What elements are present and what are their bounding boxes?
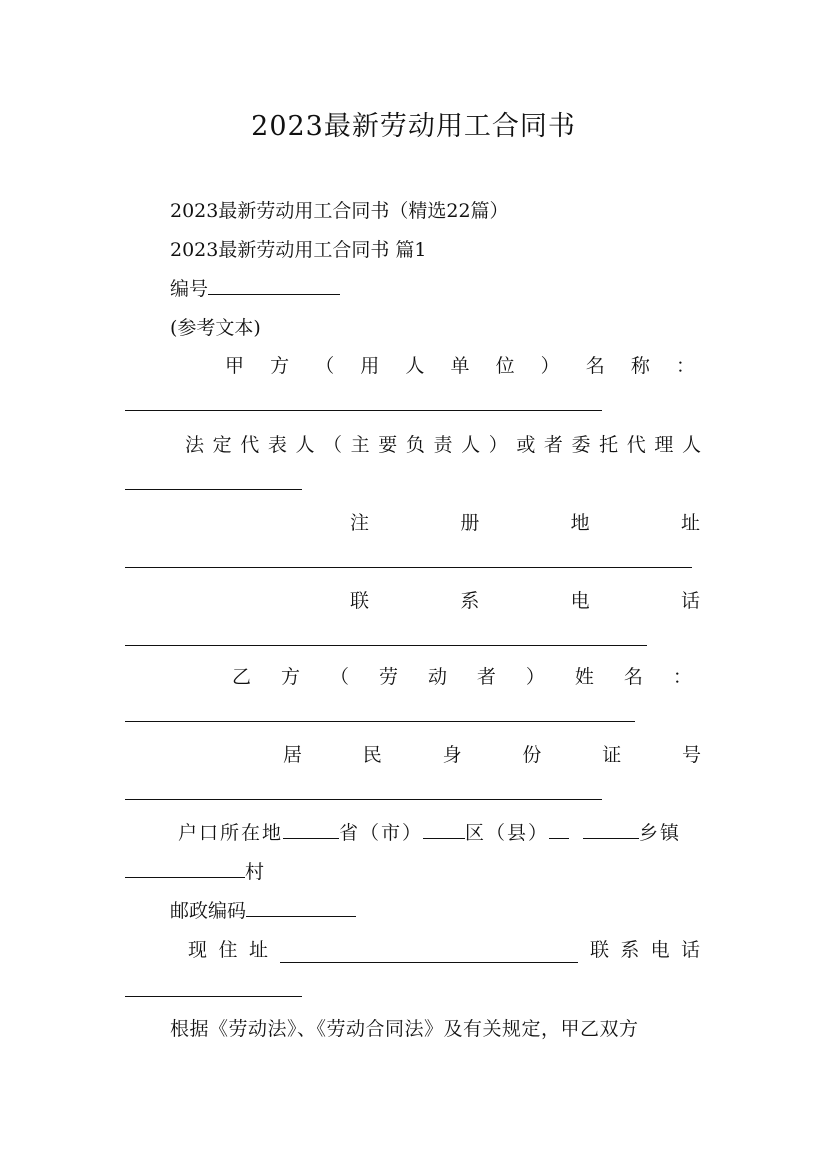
residence-village-field[interactable] (125, 859, 245, 878)
number-label: 编号 (170, 278, 209, 300)
party-a-rep-label: 法 定 代 表 人 （ 主 要 负 责 人 ） 或 者 委 托 代 理 人 (185, 434, 701, 456)
party-b-name-label: 乙 方 （ 劳 动 者 ） 姓 名 ： (232, 666, 692, 688)
residence-village-row (125, 859, 264, 885)
party-b-id-field[interactable] (125, 799, 602, 800)
party-a-rep-field[interactable] (125, 489, 302, 490)
section-line: 2023最新劳动用工合同书 篇1 (170, 239, 427, 261)
postal-row (170, 898, 356, 924)
residence-prefix: 户口所在地 (178, 822, 284, 844)
residence-town-field[interactable] (583, 820, 639, 839)
residence-province-field[interactable] (283, 820, 339, 839)
residence-county-field[interactable] (549, 820, 569, 839)
residence-village-label: 村 (245, 861, 265, 883)
number-field[interactable] (208, 276, 340, 295)
residence-province-label: 省（市） (339, 822, 424, 844)
document-title: 2023最新劳动用工合同书 (251, 111, 576, 142)
residence-row (178, 820, 681, 846)
party-a-phone-label: 联 系 电 话 (350, 590, 700, 612)
party-a-name-label: 甲 方 （ 用 人 单 位 ） 名 称 ： (225, 355, 695, 377)
current-phone-field[interactable] (125, 996, 302, 997)
current-address-row (188, 937, 701, 963)
residence-town-label: 乡镇 (639, 822, 682, 844)
party-b-name-field[interactable] (125, 721, 635, 722)
party-a-address-label: 注 册 地 址 (350, 512, 700, 534)
basis-line: 根据《劳动法》、《劳动合同法》及有关规定，甲乙双方 (170, 1018, 639, 1040)
postal-label: 邮政编码 (170, 900, 247, 922)
party-a-name-field[interactable] (125, 410, 602, 411)
number-row (170, 276, 340, 302)
residence-district-field[interactable] (423, 820, 465, 839)
current-phone-label: 联 系 电 话 (590, 939, 700, 961)
reference-note: (参考文本) (170, 317, 261, 339)
residence-district-label: 区（县） (465, 822, 550, 844)
postal-field[interactable] (246, 898, 356, 917)
party-a-address-field[interactable] (125, 567, 692, 568)
subtitle-line: 2023最新劳动用工合同书（精选22篇） (170, 200, 509, 222)
current-address-field[interactable] (280, 944, 578, 963)
party-b-id-label: 居 民 身 份 证 号 (283, 744, 701, 766)
current-address-label: 现 住 址 (188, 939, 268, 961)
party-a-phone-field[interactable] (125, 645, 647, 646)
